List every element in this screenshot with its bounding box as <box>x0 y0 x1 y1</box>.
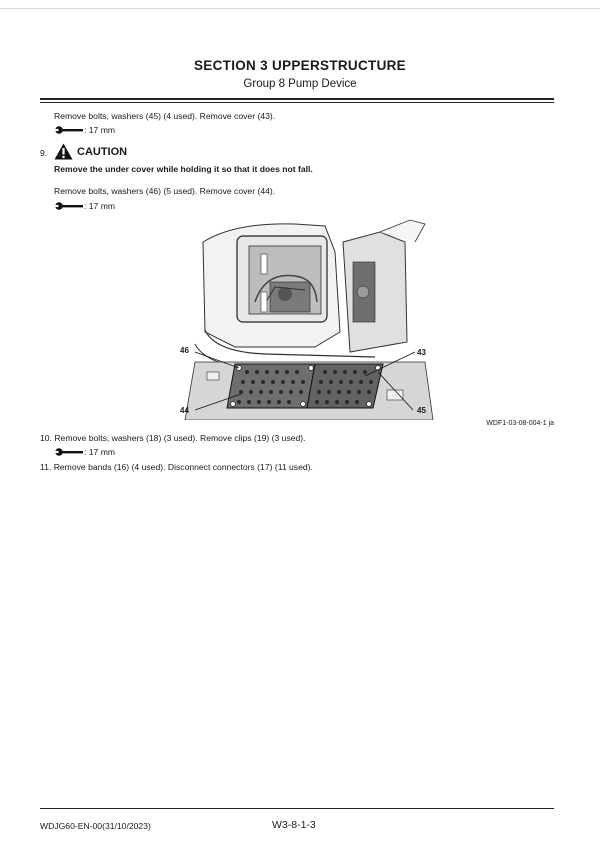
step9-tool-size: : 17 mm <box>84 201 116 211</box>
header-rule-thin <box>40 102 554 103</box>
figure-code: WDF1-03-08-004-1 ja <box>486 420 554 427</box>
caution-label: CAUTION <box>77 146 128 158</box>
step10-tool-size: : 17 mm <box>84 447 116 457</box>
callout-44: 44 <box>180 406 189 415</box>
group-title: Group 8 Pump Device <box>243 78 357 90</box>
top-edge-rule <box>0 8 600 9</box>
step11-text: 11. Remove bands (16) (4 used). Disconnect connectors (17) (11 used). <box>40 462 313 472</box>
section-title: SECTION 3 UPPERSTRUCTURE <box>194 58 406 73</box>
pump-cover-illustration <box>175 212 435 420</box>
warning-triangle-icon <box>54 143 73 160</box>
callout-45: 45 <box>417 406 426 415</box>
callout-46: 46 <box>180 346 189 355</box>
document-code: WDJG60-EN-00(31/10/2023) <box>40 821 151 831</box>
wrench-icon <box>54 202 84 210</box>
wrench-icon <box>54 126 84 134</box>
header-rule-thick <box>40 98 554 100</box>
page-number: W3-8-1-3 <box>272 819 316 831</box>
step9-text: Remove bolts, washers (46) (5 used). Remove cover (44). <box>54 186 276 196</box>
step8-tool-size: : 17 mm <box>84 125 116 135</box>
callout-43: 43 <box>417 348 426 357</box>
step8-text: Remove bolts, washers (45) (4 used). Remove cover (43). <box>54 111 276 121</box>
caution-text: Remove the under cover while holding it so that it does not fall. <box>54 164 313 174</box>
wrench-icon <box>54 448 84 456</box>
footer-rule <box>40 808 554 809</box>
step9-number: 9. <box>40 148 48 158</box>
step10-text: 10. Remove bolts, washers (18) (3 used). Remove clips (19) (3 used). <box>40 433 306 443</box>
